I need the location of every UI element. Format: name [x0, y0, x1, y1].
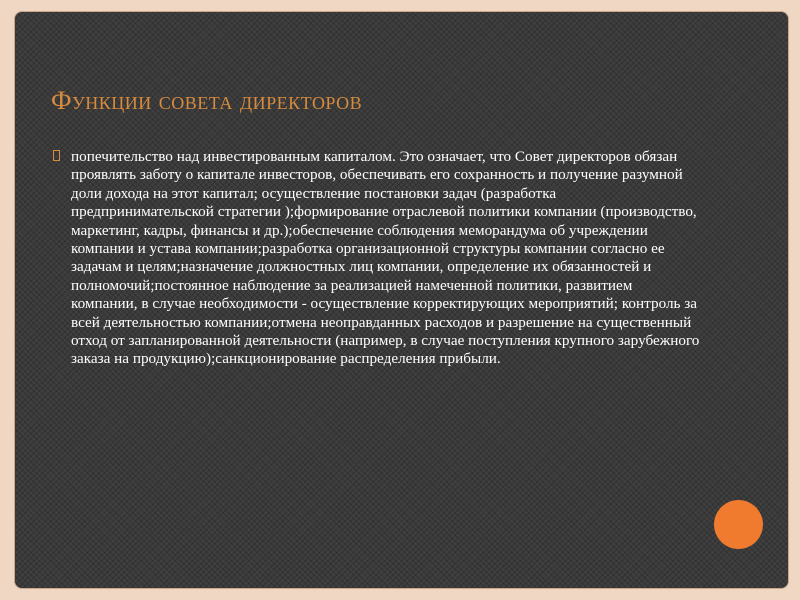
bullet-icon — [53, 150, 60, 161]
bullet-text: попечительство над инвестированным капиталом. Это означает, что Совет директоров обязан проявлять заботу о капитале инвесторов, обеспечивать его сохранность и получение разумной доли дохода на этот капитал; осуществление постановки задач (разработка предпринимательской стратегии );формирование отраслевой политики компании (производство, маркетинг, кадры, финансы и др.);обеспечение соблюдения меморандума об учреждении компании и устава компании;разработка организационной структуры компании согласно ее задачам и целям;назначение должностных лиц компании, определение их обязанностей и полномочий;постоянное наблюдение за реализацией намеченной политики, развитием компании, в случае необходимости - осуществление корректирующих мероприятий; контроль за всей деятельностью компании;отмена неоправданных расходов и разрешение на существенный отход от запланированной деятельности (например, в случае поступления крупного зарубежного заказа на продукцию);санкционирование распределения прибыли. — [71, 148, 700, 368]
bullet-list — [51, 148, 701, 369]
orange-circle-icon — [714, 500, 763, 549]
slide — [14, 11, 789, 589]
bullet-item — [51, 148, 701, 369]
slide-title: Функции совета директоров — [51, 86, 363, 115]
